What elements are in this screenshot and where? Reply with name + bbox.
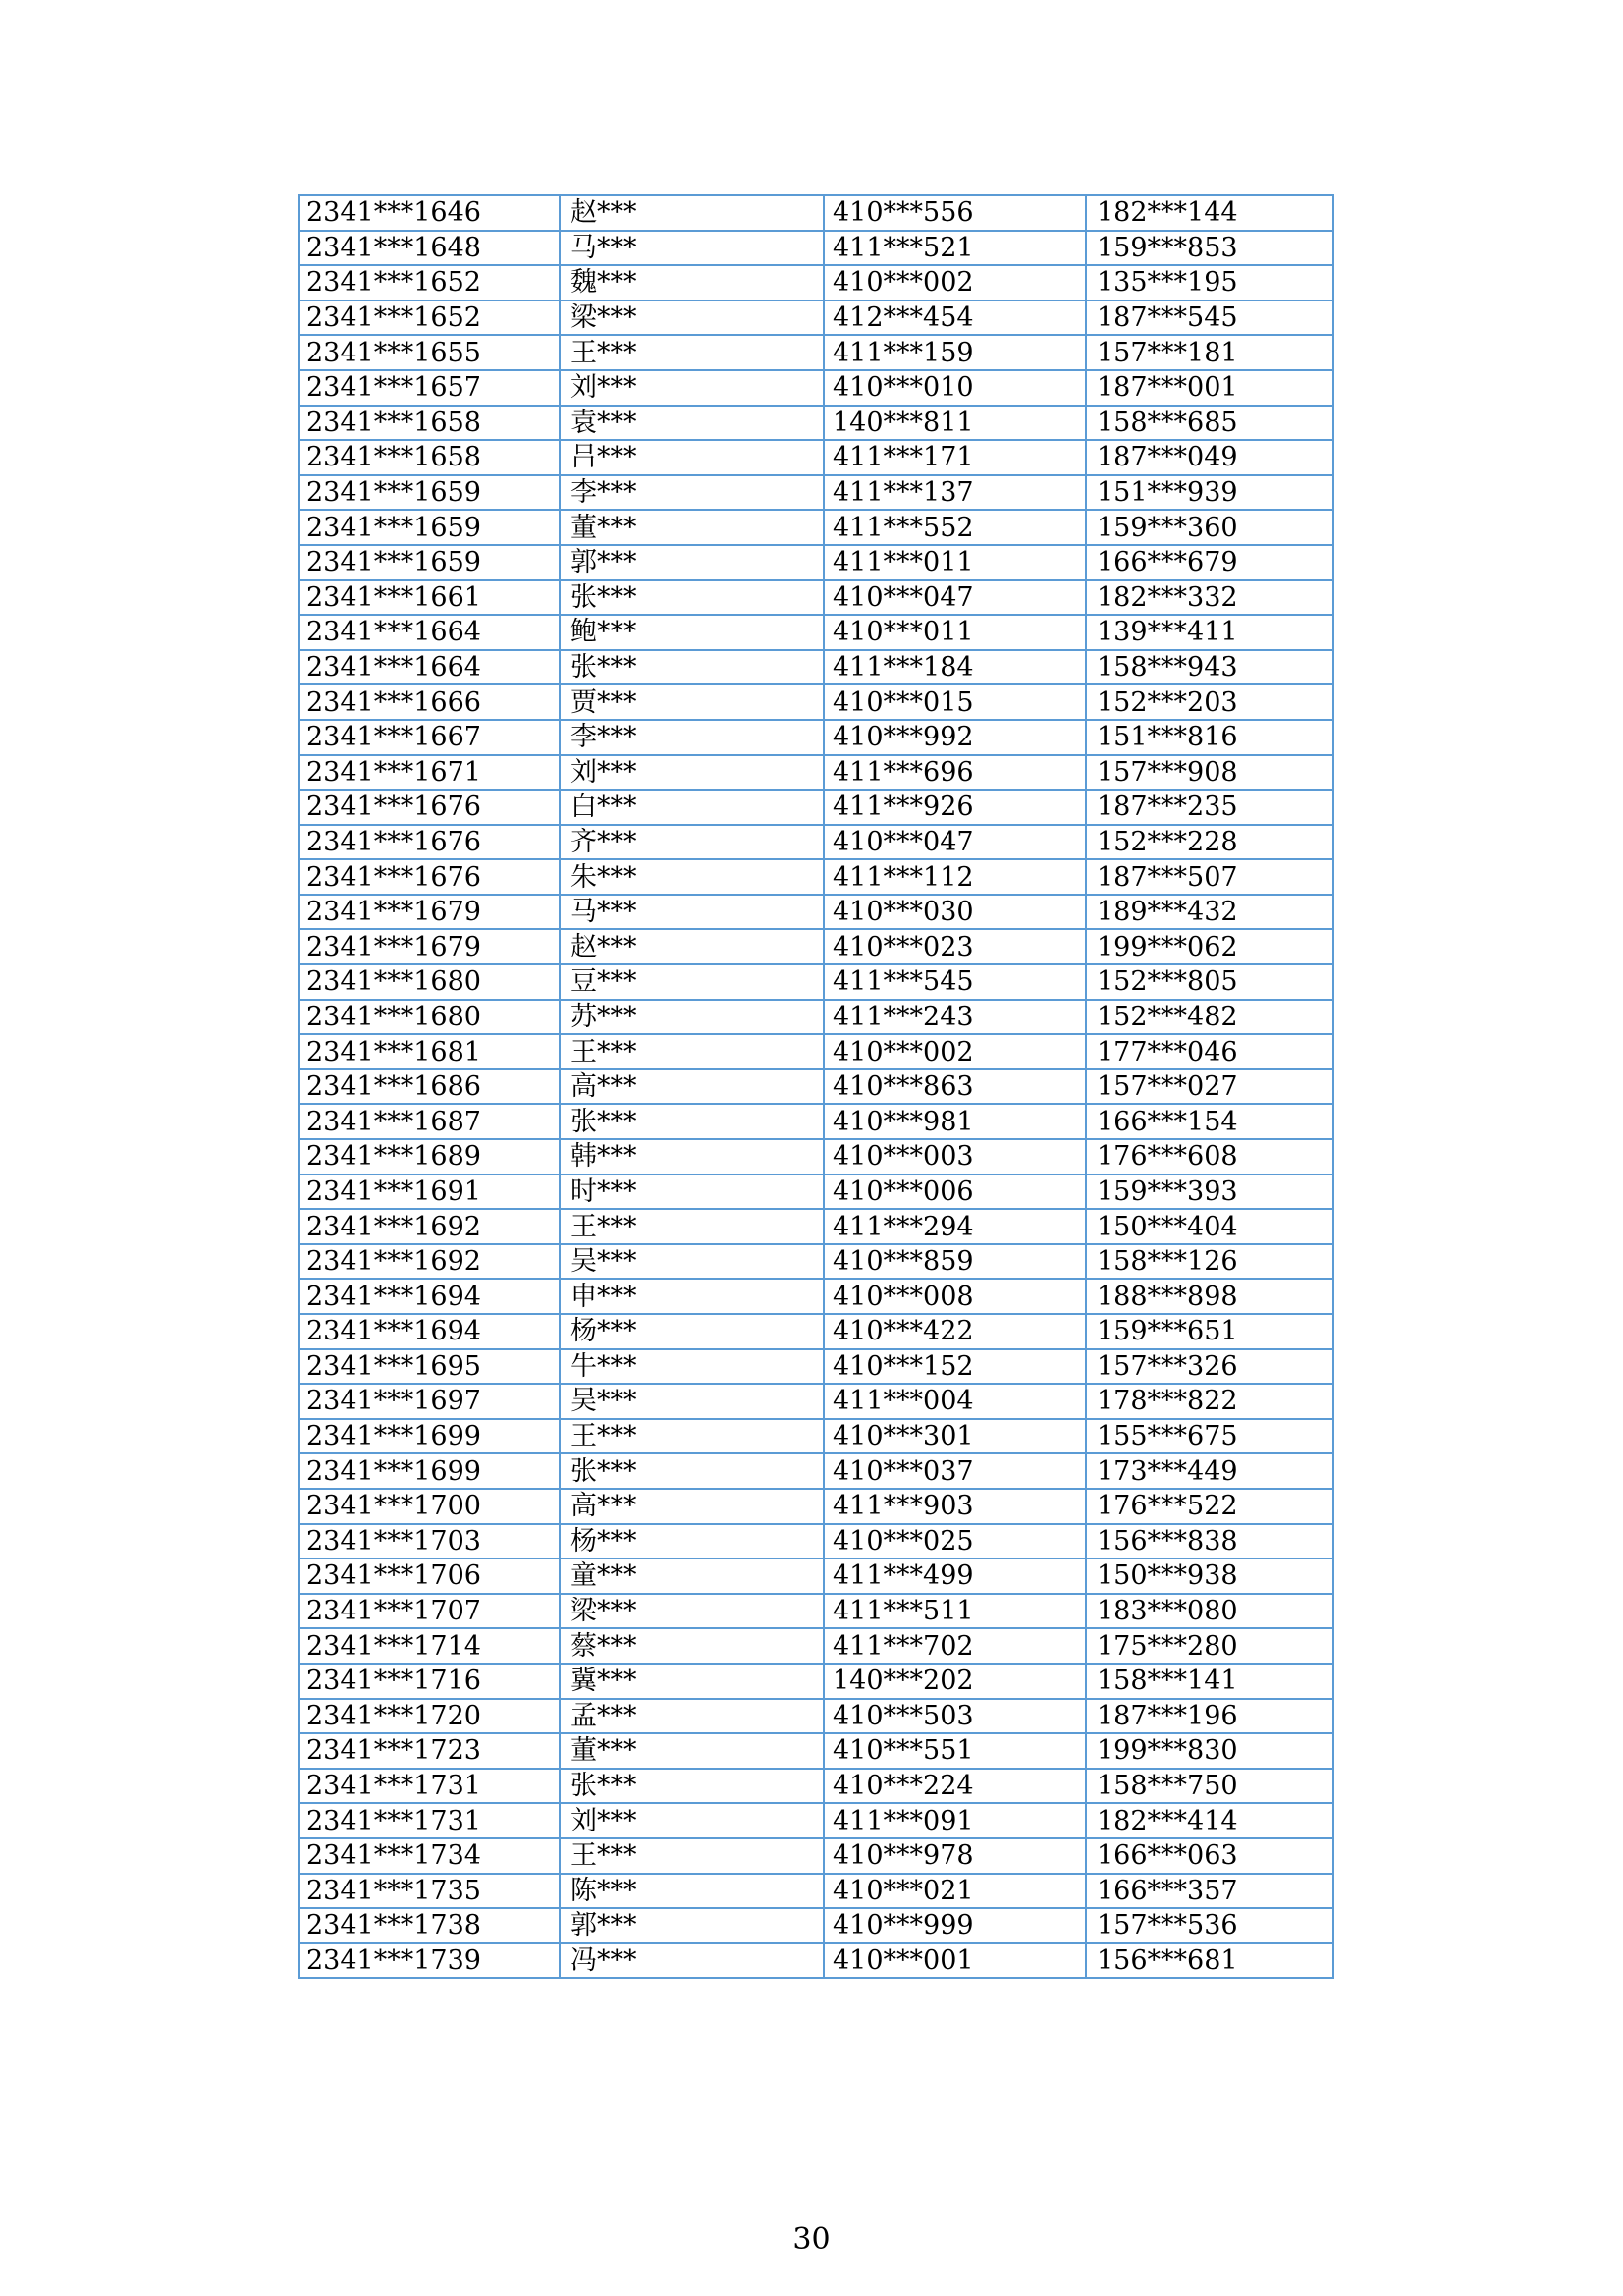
table-row: [299, 1034, 1333, 1069]
name-cell: 刘***: [560, 755, 824, 791]
table-row: [299, 370, 1333, 406]
phone-number-cell: 150***404: [1086, 1209, 1333, 1244]
registration-number-cell: 2341***1699: [299, 1419, 560, 1454]
registration-number-cell: 2341***1716: [299, 1664, 560, 1699]
phone-number-cell: 158***943: [1086, 650, 1333, 685]
phone-number-cell: 199***062: [1086, 929, 1333, 964]
phone-number-cell: 151***939: [1086, 475, 1333, 511]
registration-number-cell: 2341***1657: [299, 370, 560, 406]
registration-number-cell: 2341***1731: [299, 1769, 560, 1804]
registration-number-cell: 2341***1676: [299, 859, 560, 895]
phone-number-cell: 150***938: [1086, 1558, 1333, 1594]
table-row: [299, 1139, 1333, 1175]
registration-number-cell: 2341***1695: [299, 1349, 560, 1385]
phone-number-cell: 158***685: [1086, 406, 1333, 441]
name-cell: 齐***: [560, 825, 824, 860]
registration-number-cell: 2341***1739: [299, 1943, 560, 1979]
table-row: [299, 964, 1333, 1000]
phone-number-cell: 158***750: [1086, 1769, 1333, 1804]
id-number-cell: 411***004: [824, 1384, 1086, 1419]
registration-number-cell: 2341***1680: [299, 1000, 560, 1035]
table-row: [299, 615, 1333, 650]
phone-number-cell: 158***141: [1086, 1664, 1333, 1699]
phone-number-cell: 159***651: [1086, 1314, 1333, 1349]
id-number-cell: 411***552: [824, 510, 1086, 545]
id-number-cell: 410***006: [824, 1175, 1086, 1210]
id-number-cell: 412***454: [824, 301, 1086, 336]
name-cell: 冀***: [560, 1664, 824, 1699]
id-number-cell: 410***021: [824, 1874, 1086, 1909]
table-row: [299, 1733, 1333, 1769]
phone-number-cell: 177***046: [1086, 1034, 1333, 1069]
table-row: [299, 1908, 1333, 1943]
id-number-cell: 410***003: [824, 1139, 1086, 1175]
table-row: [299, 1314, 1333, 1349]
registration-number-cell: 2341***1659: [299, 545, 560, 580]
table-row: [299, 1628, 1333, 1664]
id-number-cell: 411***545: [824, 964, 1086, 1000]
name-cell: 鲍***: [560, 615, 824, 650]
phone-number-cell: 187***049: [1086, 440, 1333, 475]
name-cell: 苏***: [560, 1000, 824, 1035]
id-number-cell: 411***171: [824, 440, 1086, 475]
phone-number-cell: 155***675: [1086, 1419, 1333, 1454]
roster-table-container: [298, 194, 1334, 1979]
phone-number-cell: 152***805: [1086, 964, 1333, 1000]
page-number: 30: [792, 2222, 831, 2257]
id-number-cell: 411***159: [824, 335, 1086, 370]
table-row: [299, 265, 1333, 301]
registration-number-cell: 2341***1652: [299, 301, 560, 336]
phone-number-cell: 199***830: [1086, 1733, 1333, 1769]
id-number-cell: 410***002: [824, 1034, 1086, 1069]
phone-number-cell: 152***482: [1086, 1000, 1333, 1035]
table-row: [299, 231, 1333, 266]
id-number-cell: 410***503: [824, 1699, 1086, 1734]
registration-number-cell: 2341***1648: [299, 231, 560, 266]
registration-number-cell: 2341***1694: [299, 1279, 560, 1314]
name-cell: 郭***: [560, 1908, 824, 1943]
phone-number-cell: 157***326: [1086, 1349, 1333, 1385]
id-number-cell: 410***992: [824, 720, 1086, 755]
name-cell: 梁***: [560, 1594, 824, 1629]
registration-number-cell: 2341***1667: [299, 720, 560, 755]
table-row: [299, 1594, 1333, 1629]
table-row: [299, 1874, 1333, 1909]
id-number-cell: 410***422: [824, 1314, 1086, 1349]
table-row: [299, 1419, 1333, 1454]
id-number-cell: 411***294: [824, 1209, 1086, 1244]
phone-number-cell: 159***360: [1086, 510, 1333, 545]
table-row: [299, 790, 1333, 825]
id-number-cell: 410***224: [824, 1769, 1086, 1804]
registration-number-cell: 2341***1687: [299, 1104, 560, 1139]
table-row: [299, 1384, 1333, 1419]
table-row: [299, 1069, 1333, 1105]
registration-number-cell: 2341***1681: [299, 1034, 560, 1069]
registration-number-cell: 2341***1703: [299, 1524, 560, 1559]
table-row: [299, 1349, 1333, 1385]
name-cell: 李***: [560, 475, 824, 511]
id-number-cell: 410***023: [824, 929, 1086, 964]
table-row: [299, 895, 1333, 930]
table-row: [299, 1244, 1333, 1280]
phone-number-cell: 187***507: [1086, 859, 1333, 895]
registration-number-cell: 2341***1694: [299, 1314, 560, 1349]
name-cell: 赵***: [560, 195, 824, 231]
registration-number-cell: 2341***1692: [299, 1209, 560, 1244]
id-number-cell: 411***011: [824, 545, 1086, 580]
registration-number-cell: 2341***1671: [299, 755, 560, 791]
id-number-cell: 411***091: [824, 1803, 1086, 1838]
table-row: [299, 1558, 1333, 1594]
name-cell: 李***: [560, 720, 824, 755]
id-number-cell: 410***047: [824, 580, 1086, 616]
phone-number-cell: 152***228: [1086, 825, 1333, 860]
name-cell: 吕***: [560, 440, 824, 475]
phone-number-cell: 187***545: [1086, 301, 1333, 336]
phone-number-cell: 135***195: [1086, 265, 1333, 301]
roster-table-body: [299, 195, 1333, 1978]
name-cell: 申***: [560, 1279, 824, 1314]
phone-number-cell: 182***414: [1086, 1803, 1333, 1838]
name-cell: 吴***: [560, 1244, 824, 1280]
phone-number-cell: 156***838: [1086, 1524, 1333, 1559]
phone-number-cell: 175***280: [1086, 1628, 1333, 1664]
table-row: [299, 1838, 1333, 1874]
name-cell: 王***: [560, 1838, 824, 1874]
name-cell: 马***: [560, 895, 824, 930]
name-cell: 赵***: [560, 929, 824, 964]
phone-number-cell: 189***432: [1086, 895, 1333, 930]
id-number-cell: 411***184: [824, 650, 1086, 685]
name-cell: 高***: [560, 1489, 824, 1524]
phone-number-cell: 159***393: [1086, 1175, 1333, 1210]
table-row: [299, 195, 1333, 231]
table-row: [299, 1209, 1333, 1244]
id-number-cell: 410***010: [824, 370, 1086, 406]
phone-number-cell: 159***853: [1086, 231, 1333, 266]
id-number-cell: 410***047: [824, 825, 1086, 860]
registration-number-cell: 2341***1664: [299, 615, 560, 650]
registration-number-cell: 2341***1659: [299, 510, 560, 545]
id-number-cell: 411***499: [824, 1558, 1086, 1594]
phone-number-cell: 157***027: [1086, 1069, 1333, 1105]
phone-number-cell: 156***681: [1086, 1943, 1333, 1979]
table-row: [299, 1104, 1333, 1139]
id-number-cell: 140***202: [824, 1664, 1086, 1699]
phone-number-cell: 178***822: [1086, 1384, 1333, 1419]
id-number-cell: 410***001: [824, 1943, 1086, 1979]
table-row: [299, 510, 1333, 545]
table-row: [299, 1000, 1333, 1035]
table-row: [299, 545, 1333, 580]
registration-number-cell: 2341***1676: [299, 790, 560, 825]
phone-number-cell: 176***608: [1086, 1139, 1333, 1175]
id-number-cell: 411***243: [824, 1000, 1086, 1035]
name-cell: 白***: [560, 790, 824, 825]
name-cell: 刘***: [560, 370, 824, 406]
table-row: [299, 684, 1333, 720]
phone-number-cell: 151***816: [1086, 720, 1333, 755]
id-number-cell: 410***011: [824, 615, 1086, 650]
phone-number-cell: 166***357: [1086, 1874, 1333, 1909]
phone-number-cell: 157***536: [1086, 1908, 1333, 1943]
phone-number-cell: 188***898: [1086, 1279, 1333, 1314]
table-row: [299, 1664, 1333, 1699]
registration-number-cell: 2341***1689: [299, 1139, 560, 1175]
registration-number-cell: 2341***1699: [299, 1453, 560, 1489]
phone-number-cell: 187***196: [1086, 1699, 1333, 1734]
id-number-cell: 410***859: [824, 1244, 1086, 1280]
name-cell: 贾***: [560, 684, 824, 720]
registration-number-cell: 2341***1666: [299, 684, 560, 720]
id-number-cell: 411***702: [824, 1628, 1086, 1664]
phone-number-cell: 152***203: [1086, 684, 1333, 720]
registration-number-cell: 2341***1731: [299, 1803, 560, 1838]
name-cell: 王***: [560, 335, 824, 370]
phone-number-cell: 187***001: [1086, 370, 1333, 406]
registration-number-cell: 2341***1659: [299, 475, 560, 511]
id-number-cell: 410***301: [824, 1419, 1086, 1454]
phone-number-cell: 157***908: [1086, 755, 1333, 791]
table-row: [299, 406, 1333, 441]
phone-number-cell: 173***449: [1086, 1453, 1333, 1489]
registration-number-cell: 2341***1723: [299, 1733, 560, 1769]
name-cell: 时***: [560, 1175, 824, 1210]
table-row: [299, 720, 1333, 755]
id-number-cell: 410***978: [824, 1838, 1086, 1874]
registration-number-cell: 2341***1661: [299, 580, 560, 616]
name-cell: 魏***: [560, 265, 824, 301]
phone-number-cell: 166***679: [1086, 545, 1333, 580]
id-number-cell: 410***556: [824, 195, 1086, 231]
registration-number-cell: 2341***1664: [299, 650, 560, 685]
registration-number-cell: 2341***1697: [299, 1384, 560, 1419]
registration-number-cell: 2341***1652: [299, 265, 560, 301]
registration-number-cell: 2341***1738: [299, 1908, 560, 1943]
table-row: [299, 1699, 1333, 1734]
name-cell: 张***: [560, 580, 824, 616]
table-row: [299, 1453, 1333, 1489]
table-row: [299, 755, 1333, 791]
registration-number-cell: 2341***1658: [299, 406, 560, 441]
registration-number-cell: 2341***1676: [299, 825, 560, 860]
name-cell: 朱***: [560, 859, 824, 895]
table-row: [299, 1769, 1333, 1804]
table-row: [299, 1943, 1333, 1979]
table-row: [299, 580, 1333, 616]
id-number-cell: 411***903: [824, 1489, 1086, 1524]
name-cell: 杨***: [560, 1524, 824, 1559]
registration-number-cell: 2341***1700: [299, 1489, 560, 1524]
id-number-cell: 411***521: [824, 231, 1086, 266]
phone-number-cell: 157***181: [1086, 335, 1333, 370]
registration-number-cell: 2341***1679: [299, 895, 560, 930]
id-number-cell: 410***037: [824, 1453, 1086, 1489]
registration-number-cell: 2341***1655: [299, 335, 560, 370]
id-number-cell: 410***863: [824, 1069, 1086, 1105]
phone-number-cell: 176***522: [1086, 1489, 1333, 1524]
name-cell: 童***: [560, 1558, 824, 1594]
id-number-cell: 411***696: [824, 755, 1086, 791]
registration-number-cell: 2341***1734: [299, 1838, 560, 1874]
table-row: [299, 301, 1333, 336]
table-row: [299, 335, 1333, 370]
registration-number-cell: 2341***1720: [299, 1699, 560, 1734]
registration-number-cell: 2341***1707: [299, 1594, 560, 1629]
name-cell: 袁***: [560, 406, 824, 441]
id-number-cell: 411***511: [824, 1594, 1086, 1629]
id-number-cell: 410***999: [824, 1908, 1086, 1943]
phone-number-cell: 182***144: [1086, 195, 1333, 231]
id-number-cell: 410***025: [824, 1524, 1086, 1559]
registration-number-cell: 2341***1692: [299, 1244, 560, 1280]
name-cell: 豆***: [560, 964, 824, 1000]
id-number-cell: 410***981: [824, 1104, 1086, 1139]
name-cell: 张***: [560, 1769, 824, 1804]
name-cell: 韩***: [560, 1139, 824, 1175]
name-cell: 孟***: [560, 1699, 824, 1734]
name-cell: 张***: [560, 1453, 824, 1489]
id-number-cell: 410***551: [824, 1733, 1086, 1769]
name-cell: 张***: [560, 650, 824, 685]
table-row: [299, 650, 1333, 685]
table-row: [299, 1803, 1333, 1838]
table-row: [299, 825, 1333, 860]
registration-number-cell: 2341***1735: [299, 1874, 560, 1909]
registration-number-cell: 2341***1714: [299, 1628, 560, 1664]
table-row: [299, 1279, 1333, 1314]
table-row: [299, 1524, 1333, 1559]
name-cell: 王***: [560, 1419, 824, 1454]
name-cell: 王***: [560, 1034, 824, 1069]
registration-number-cell: 2341***1658: [299, 440, 560, 475]
registration-number-cell: 2341***1646: [299, 195, 560, 231]
name-cell: 董***: [560, 1733, 824, 1769]
roster-table: [298, 194, 1334, 1979]
phone-number-cell: 182***332: [1086, 580, 1333, 616]
id-number-cell: 410***015: [824, 684, 1086, 720]
name-cell: 王***: [560, 1209, 824, 1244]
id-number-cell: 410***152: [824, 1349, 1086, 1385]
name-cell: 刘***: [560, 1803, 824, 1838]
id-number-cell: 410***008: [824, 1279, 1086, 1314]
registration-number-cell: 2341***1679: [299, 929, 560, 964]
name-cell: 陈***: [560, 1874, 824, 1909]
name-cell: 冯***: [560, 1943, 824, 1979]
id-number-cell: 140***811: [824, 406, 1086, 441]
table-row: [299, 1175, 1333, 1210]
name-cell: 马***: [560, 231, 824, 266]
name-cell: 张***: [560, 1104, 824, 1139]
name-cell: 高***: [560, 1069, 824, 1105]
name-cell: 吴***: [560, 1384, 824, 1419]
name-cell: 郭***: [560, 545, 824, 580]
name-cell: 蔡***: [560, 1628, 824, 1664]
id-number-cell: 411***137: [824, 475, 1086, 511]
id-number-cell: 410***030: [824, 895, 1086, 930]
table-row: [299, 929, 1333, 964]
name-cell: 杨***: [560, 1314, 824, 1349]
registration-number-cell: 2341***1691: [299, 1175, 560, 1210]
registration-number-cell: 2341***1686: [299, 1069, 560, 1105]
registration-number-cell: 2341***1680: [299, 964, 560, 1000]
table-row: [299, 475, 1333, 511]
name-cell: 梁***: [560, 301, 824, 336]
name-cell: 董***: [560, 510, 824, 545]
phone-number-cell: 139***411: [1086, 615, 1333, 650]
phone-number-cell: 166***154: [1086, 1104, 1333, 1139]
phone-number-cell: 158***126: [1086, 1244, 1333, 1280]
table-row: [299, 859, 1333, 895]
phone-number-cell: 183***080: [1086, 1594, 1333, 1629]
table-row: [299, 440, 1333, 475]
phone-number-cell: 187***235: [1086, 790, 1333, 825]
id-number-cell: 410***002: [824, 265, 1086, 301]
name-cell: 牛***: [560, 1349, 824, 1385]
registration-number-cell: 2341***1706: [299, 1558, 560, 1594]
table-row: [299, 1489, 1333, 1524]
id-number-cell: 411***112: [824, 859, 1086, 895]
phone-number-cell: 166***063: [1086, 1838, 1333, 1874]
id-number-cell: 411***926: [824, 790, 1086, 825]
